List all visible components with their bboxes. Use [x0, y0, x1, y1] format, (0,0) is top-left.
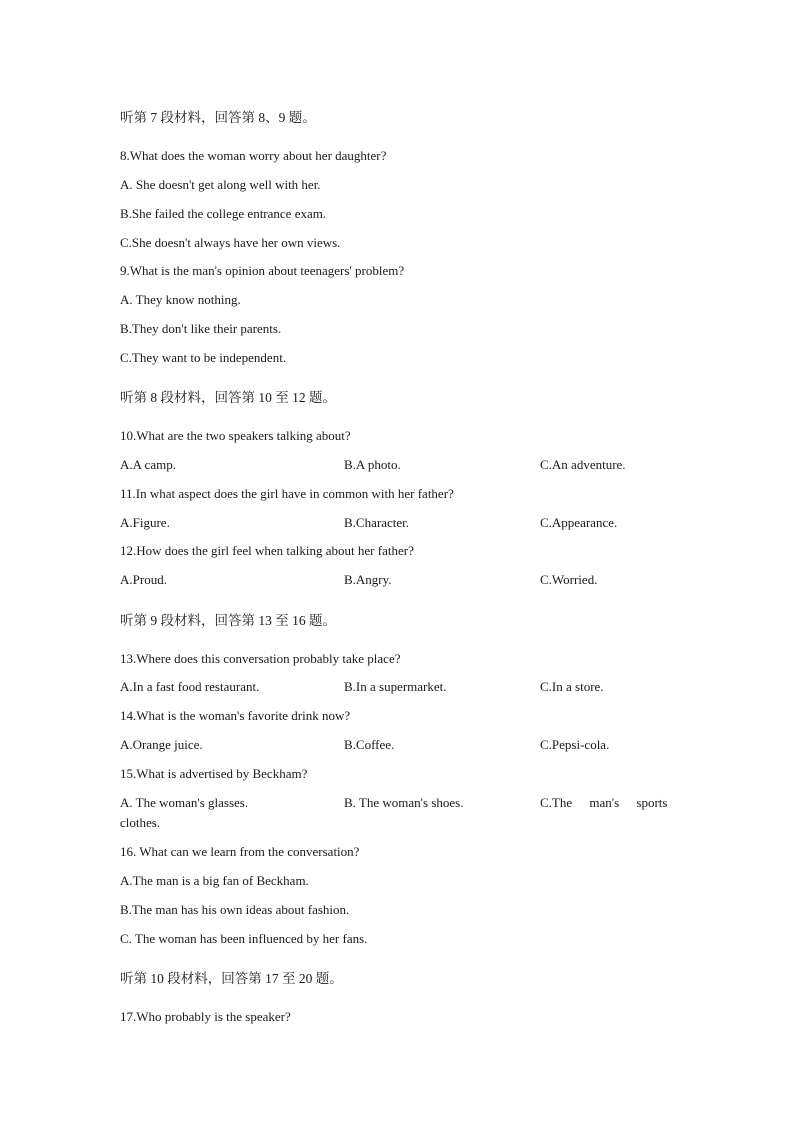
- question-10-option-c: C.An adventure.: [540, 457, 626, 472]
- question-11-option-b: B.Character.: [344, 515, 409, 530]
- question-15-option-c: C.The man's sports: [540, 795, 668, 810]
- question-9-option-b: B.They don't like their parents.: [120, 321, 282, 336]
- question-15-option-c-continued: clothes.: [120, 815, 161, 830]
- question-16-option-b: B.The man has his own ideas about fashion.: [120, 902, 350, 917]
- question-10-stem: 10.What are the two speakers talking about?: [120, 428, 351, 443]
- question-12-stem: 12.How does the girl feel when talking about her father?: [120, 543, 414, 558]
- question-11-stem: 11.In what aspect does the girl have in common with her father?: [120, 486, 454, 501]
- question-15-stem: 15.What is advertised by Beckham?: [120, 766, 308, 781]
- question-16-stem: 16. What can we learn from the conversation?: [120, 844, 360, 859]
- question-13-stem: 13.Where does this conversation probably take place?: [120, 651, 401, 666]
- question-10-option-a: A.A camp.: [120, 457, 176, 472]
- question-15-option-a: A. The woman's glasses.: [120, 795, 249, 810]
- question-10-option-b: B.A photo.: [344, 457, 401, 472]
- question-8-option-b: B.She failed the college entrance exam.: [120, 206, 327, 221]
- section-heading-10: 听第 10 段材料，回答第 17 至 20 题。: [120, 971, 343, 986]
- question-12-option-c: C.Worried.: [540, 572, 598, 587]
- question-12-option-b: B.Angry.: [344, 572, 392, 587]
- question-9-stem: 9.What is the man's opinion about teenagers' problem?: [120, 263, 405, 278]
- question-14-option-c: C.Pepsi-cola.: [540, 737, 610, 752]
- question-8-option-c: C.She doesn't always have her own views.: [120, 235, 341, 250]
- question-8-stem: 8.What does the woman worry about her daughter?: [120, 148, 387, 163]
- question-14-option-a: A.Orange juice.: [120, 737, 203, 752]
- question-11-option-c: C.Appearance.: [540, 515, 618, 530]
- question-8-option-a: A. She doesn't get along well with her.: [120, 177, 321, 192]
- question-11-option-a: A.Figure.: [120, 515, 170, 530]
- question-14-option-b: B.Coffee.: [344, 737, 395, 752]
- question-16-option-c: C. The woman has been influenced by her fans.: [120, 931, 368, 946]
- question-17-stem: 17.Who probably is the speaker?: [120, 1009, 291, 1024]
- question-9-option-c: C.They want to be independent.: [120, 350, 287, 365]
- section-heading-9: 听第 9 段材料，回答第 13 至 16 题。: [120, 613, 336, 628]
- section-heading-8: 听第 8 段材料，回答第 10 至 12 题。: [120, 390, 336, 405]
- question-13-option-a: A.In a fast food restaurant.: [120, 679, 260, 694]
- question-16-option-a: A.The man is a big fan of Beckham.: [120, 873, 309, 888]
- section-heading-7: 听第 7 段材料，回答第 8、9 题。: [120, 110, 316, 125]
- question-15-option-b: B. The woman's shoes.: [344, 795, 464, 810]
- question-13-option-c: C.In a store.: [540, 679, 604, 694]
- question-14-stem: 14.What is the woman's favorite drink now?: [120, 708, 351, 723]
- question-9-option-a: A. They know nothing.: [120, 292, 241, 307]
- question-13-option-b: B.In a supermarket.: [344, 679, 447, 694]
- question-12-option-a: A.Proud.: [120, 572, 167, 587]
